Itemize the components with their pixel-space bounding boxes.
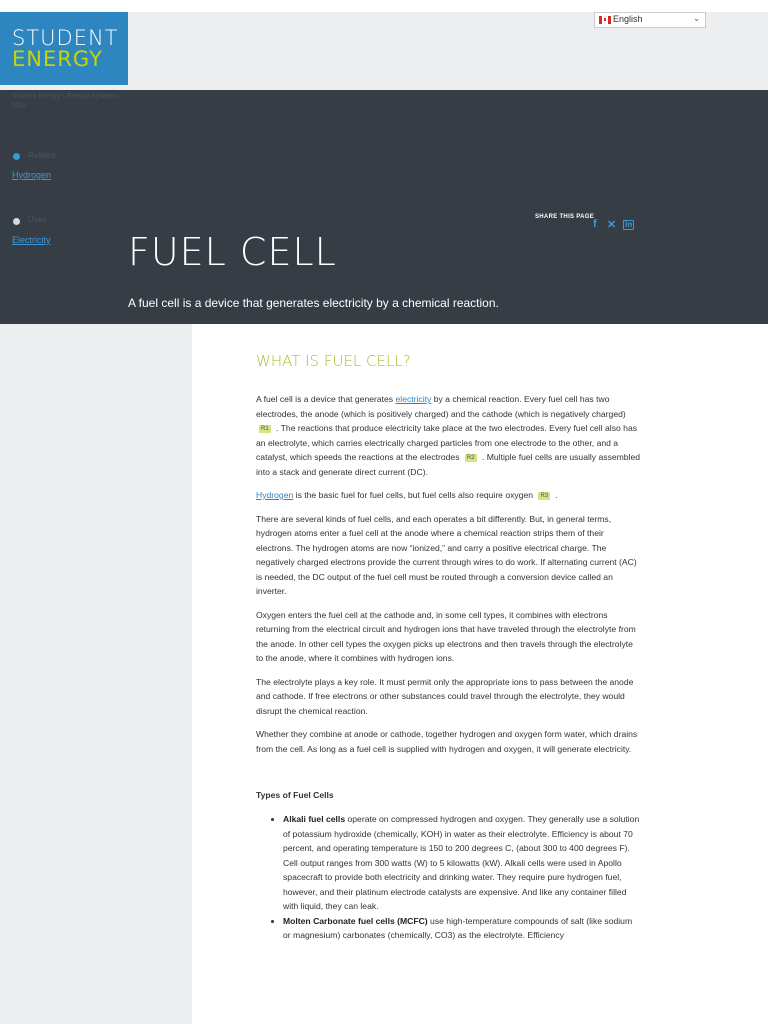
language-selected: English (613, 14, 643, 24)
text-fragment: . The reactions that produce electricity take place at the two electrodes. Every fuel cell also has an electrolyte, which carries electrically charged particles from one electrode to the other, and a catalyst, which speeds the reactions at the electrodes (256, 423, 638, 462)
student-energy-logo[interactable] (0, 12, 128, 85)
nav-kicker-related: Related (28, 151, 56, 160)
nav-link-hydrogen[interactable]: Hydrogen (12, 170, 52, 180)
paragraph-hydrogen (256, 488, 642, 503)
section-heading: WHAT IS FUEL CELL? (256, 352, 411, 370)
x-icon[interactable]: ✕ (607, 219, 617, 231)
canada-flag-icon (599, 16, 611, 24)
list-item (283, 914, 642, 943)
type-name: Alkali fuel cells (283, 814, 346, 824)
share-label: SHARE THIS PAGE (535, 214, 595, 220)
reference-badge-r2[interactable]: R2 (466, 455, 475, 461)
paragraph-intro (256, 392, 642, 479)
reference-badge-r1[interactable]: R1 (261, 426, 269, 432)
paragraph-oxygen: Oxygen enters the fuel cell at the cathode and, in some cell types, it combines with electrons returning from the electrical circuit and hydrogen ions that have traveled through the electrolyte from the anode. In other cell types the oxygen picks up electrons and then travels through the electrolyte to the anode, where it combines with hydrogen ions. (256, 609, 636, 663)
paragraph-how-it-works: There are several kinds of fuel cells, and each operates a bit differently. But, in general terms, hydrogen atoms enter a fuel cell at the anode where a chemical reaction strips them of their electrons. The hydrogen atoms are now “ionized,” and carry a positive electrical charge. The negatively charged electrons provide the current through wires to do work. If alternating current (AC) is needed, the DC output of the fuel cell must be routed through a conversion device called an inverter. (256, 513, 637, 596)
paragraph-electrolyte: The electrolyte plays a key role. It must permit only the appropriate ions to pass between the anode and cathode. If free electrons or other substances could travel through the electrolyte, they would disrupt the chemical reaction. (256, 676, 634, 716)
linkedin-icon[interactable]: in (625, 220, 633, 229)
list-item (283, 812, 642, 914)
type-name: Molten Carbonate fuel cells (MCFC) (283, 915, 428, 926)
left-sidebar (0, 324, 192, 1024)
nav-kicker-uses: Uses (28, 215, 47, 224)
type-description: use high-temperature compounds of salt (like sodium or magnesium) carbonates (chemically, CO3) as the electrolyte. Efficiency (283, 915, 633, 940)
nav-dot-hydrogen (13, 153, 20, 160)
logo-line-energy: ENERGY (12, 47, 103, 71)
link-hydrogen[interactable]: Hydrogen (256, 490, 294, 500)
hero-banner (0, 90, 768, 324)
main-content (256, 352, 642, 943)
paragraph-water: Whether they combine at anode or cathode, together hydrogen and oxygen form water, which drains from the cell. As long as a fuel cell is supplied with hydrogen and oxygen, it will generate electricity. (256, 729, 638, 754)
link-electricity[interactable]: electricity (395, 394, 432, 404)
language-select[interactable] (594, 12, 706, 28)
nav-dot-electricity (13, 218, 20, 225)
text-fragment: . (553, 490, 558, 500)
site-tagline: Student Energy's Energy Systems Map (12, 93, 118, 109)
text-fragment: by a chemical reaction. Every fuel cell has two electrodes, the anode (which is positively charged) and the cathode (which is negatively charged) (256, 394, 626, 419)
chevron-down-icon: ⌄ (693, 14, 700, 23)
text-fragment: is the basic fuel for fuel cells, but fuel cells also require oxygen (293, 490, 536, 500)
text-fragment: A fuel cell is a device that generates (256, 394, 396, 404)
types-heading: Types of Fuel Cells (256, 790, 334, 800)
logo-line-student: STUDENT (12, 26, 119, 50)
page-subtitle: A fuel cell is a device that generates electricity by a chemical reaction. (128, 296, 499, 310)
fuel-cell-types-list (256, 812, 642, 943)
text-fragment: . Multiple fuel cells are usually assembled into a stack and generate direct current (DC). (256, 452, 641, 477)
reference-badge-r3[interactable]: R3 (540, 493, 549, 499)
page-title: FUEL CELL (128, 230, 337, 274)
top-bar (0, 0, 768, 12)
facebook-icon[interactable]: f (593, 218, 597, 230)
nav-link-electricity[interactable]: Electricity (12, 235, 51, 245)
type-description: operate on compressed hydrogen and oxygen. They generally use a solution of potassium hydroxide (chemically, KOH) in water as their electrolyte. Efficiency is about 70 percent, and operating temperature is 150 to 200 degrees C, (about 300 to 400 degrees F). Cell output ranges from 300 watts (W) to 5 kilowatts (kW). Alkali cells were used in Apollo spacecraft to provide both electricity and drinking water. They require pure hydrogen fuel, however, and their platinum electrode catalysts are expensive. And like any container filled with liquid, they can leak. (283, 814, 640, 911)
